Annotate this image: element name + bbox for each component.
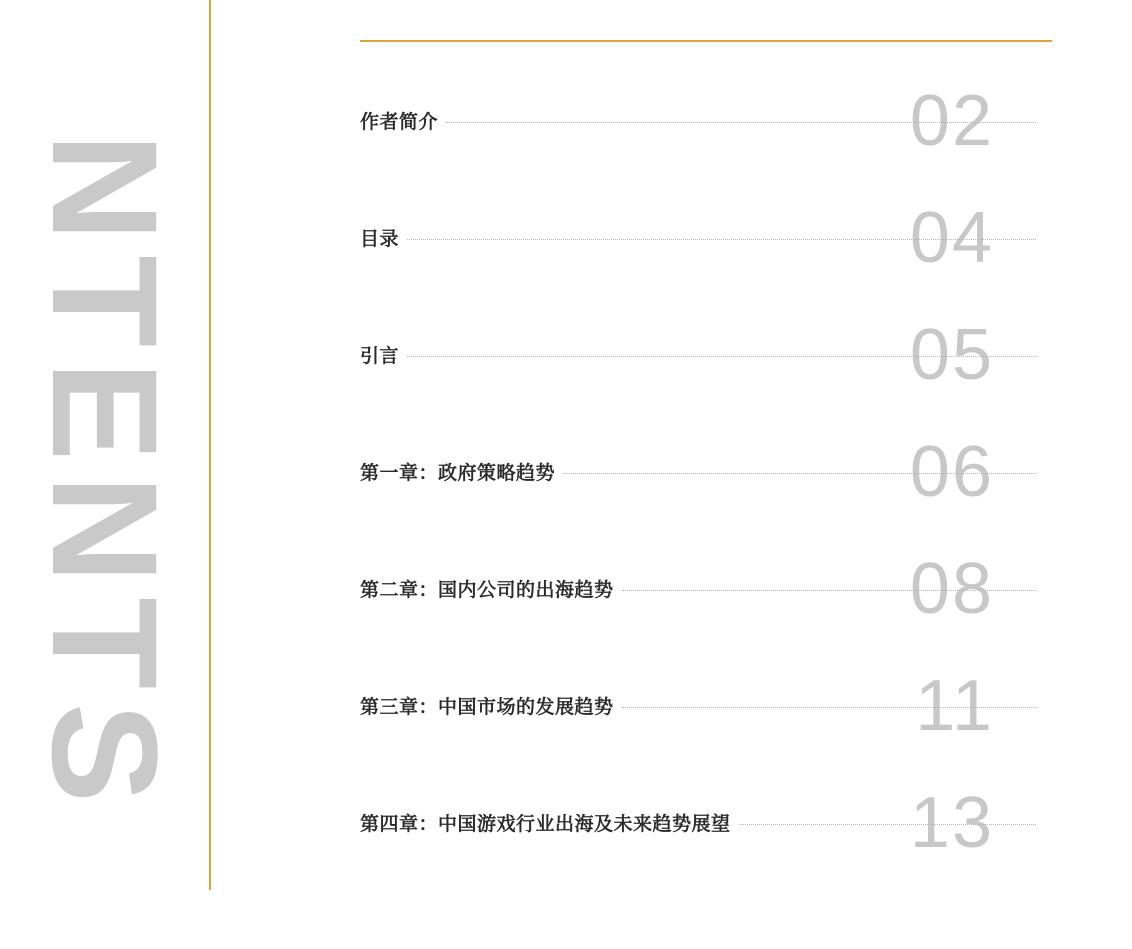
toc-leader-dots [446,122,1036,123]
toc-entry-label: 引言 [360,346,400,367]
toc-leader-dots [622,707,1036,708]
toc-entry-label: 第四章：中国游戏行业出海及未来趋势展望 [360,814,731,835]
toc-entry[interactable] [360,296,1052,413]
vertical-contents-text: NTENTS [21,132,189,817]
toc-leader-dots [739,824,1036,825]
toc-list [360,62,1052,881]
toc-entry[interactable] [360,62,1052,179]
toc-leader-dots [407,239,1036,240]
toc-entry[interactable] [360,413,1052,530]
toc-page-number: 11 [915,665,994,746]
vertical-contents-watermark [0,0,210,949]
vertical-divider [209,0,211,890]
toc-entry-label: 作者简介 [360,112,439,133]
toc-entry[interactable] [360,764,1052,881]
toc-page-number: 02 [909,80,994,161]
top-rule [360,40,1052,42]
table-of-contents-panel [360,0,1052,949]
toc-entry[interactable] [360,530,1052,647]
toc-leader-dots [563,473,1036,474]
toc-leader-dots [407,356,1036,357]
toc-leader-dots [622,590,1036,591]
toc-entry[interactable] [360,647,1052,764]
toc-entry-label: 第一章：政府策略趋势 [360,463,556,484]
toc-page-number: 13 [909,782,994,863]
toc-page-number: 08 [909,548,994,629]
toc-entry[interactable] [360,179,1052,296]
toc-page-number: 04 [909,197,994,278]
toc-entry-label: 第二章：国内公司的出海趋势 [360,580,614,601]
toc-page-number: 06 [909,431,994,512]
toc-entry-label: 第三章：中国市场的发展趋势 [360,697,614,718]
toc-page-number: 05 [909,314,994,395]
toc-entry-label: 目录 [360,229,400,250]
